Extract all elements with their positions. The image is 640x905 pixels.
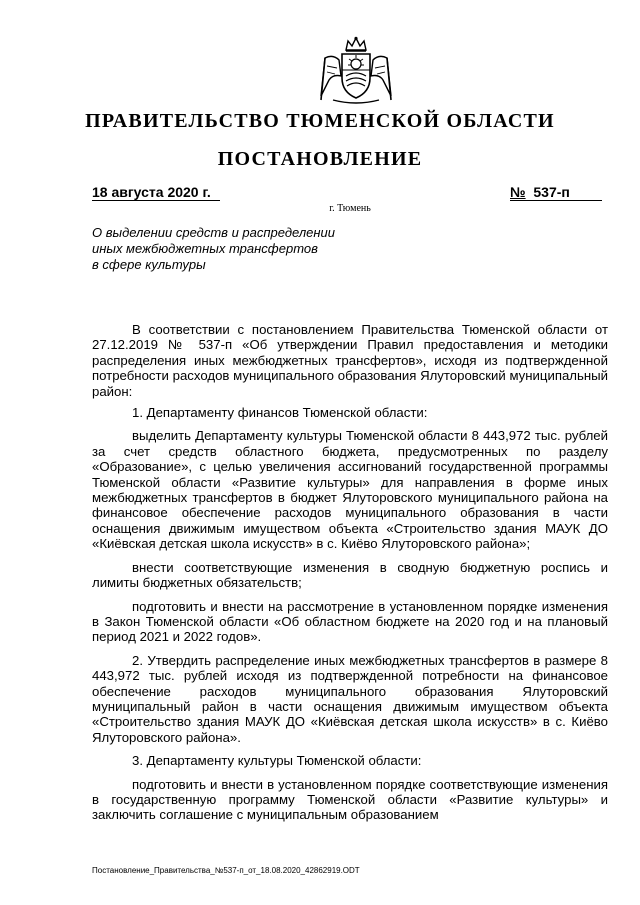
- body-paragraph: выделить Департаменту культуры Тюменской области 8 443,972 тыс. рублей за счет средств областного бюджета, предусмотренных по разделу «Образование», с целью увеличения ассигнований государственной программы Тюменской области «Развитие культуры» для направления в форме иных межбюджетных трансфертов в бюджет Ялуторовского муниципального района на финансовое обеспечение расходов муниципального образования в части оснащения движимым имуществом объекта «Строительство здания МАУК ДО «Киёвская детская школа искусств» в с. Киёво Ялуторовского района»;: [92, 428, 608, 552]
- document-type: ПОСТАНОВЛЕНИЕ: [217, 148, 423, 170]
- document-date: 18 августа 2020 г.: [92, 184, 220, 201]
- document-number: 537-п: [533, 184, 570, 200]
- document-body: [92, 322, 608, 831]
- footer-filename: Постановление_Правительства_№537-п_от_18.08.2020_42862919.ODT: [92, 866, 360, 875]
- body-paragraph: подготовить и внести в установленном порядке соответствующие изменения в государственную программу Тюменской области «Развитие культуры» и заключить соглашение с муниципальным образованием: [92, 776, 608, 823]
- coat-of-arms-icon: [315, 36, 397, 106]
- body-paragraph: внести соответствующие изменения в сводную бюджетную роспись и лимиты бюджетных обязательств;: [92, 559, 608, 591]
- body-paragraph: 3. Департаменту культуры Тюменской области:: [132, 753, 422, 769]
- subject-line: в сфере культуры: [92, 257, 206, 272]
- body-paragraph: 1. Департаменту финансов Тюменской области:: [132, 405, 428, 421]
- body-paragraph: 2. Утвердить распределение иных межбюджетных трансфертов в размере 8 443,972 тыс. рублей исходя из подтвержденной потребности на финансовое обеспечение расходов муниципального образования Ялуторовский муниципальный район в части оснащения движимым имуществом объекта «Строительство здания МАУК ДО «Киёвская детская школа искусств» в с. Киёво Ялуторовского района».: [92, 652, 608, 745]
- government-title: ПРАВИТЕЛЬСТВО ТЮМЕНСКОЙ ОБЛАСТИ: [85, 110, 555, 132]
- document-city: г. Тюмень: [329, 203, 371, 214]
- document-subject: [92, 225, 382, 273]
- number-sign: №: [510, 184, 526, 200]
- subject-line: иных межбюджетных трансфертов: [92, 241, 318, 256]
- body-paragraph: подготовить и внести на рассмотрение в установленном порядке изменения в Закон Тюменской области «Об областном бюджете на 2020 год и на плановый период 2021 и 2022 годов».: [92, 598, 608, 645]
- body-paragraph: В соответствии с постановлением Правительства Тюменской области от 27.12.2019 № 537-п «Об утверждении Правил предоставления и методики распределения иных межбюджетных трансфертов», исходя из подтвержденной потребности расходов муниципального образования Ялуторовский муниципальный район:: [92, 322, 608, 399]
- document-number-field: [510, 184, 602, 201]
- subject-line: О выделении средств и распределении: [92, 225, 336, 240]
